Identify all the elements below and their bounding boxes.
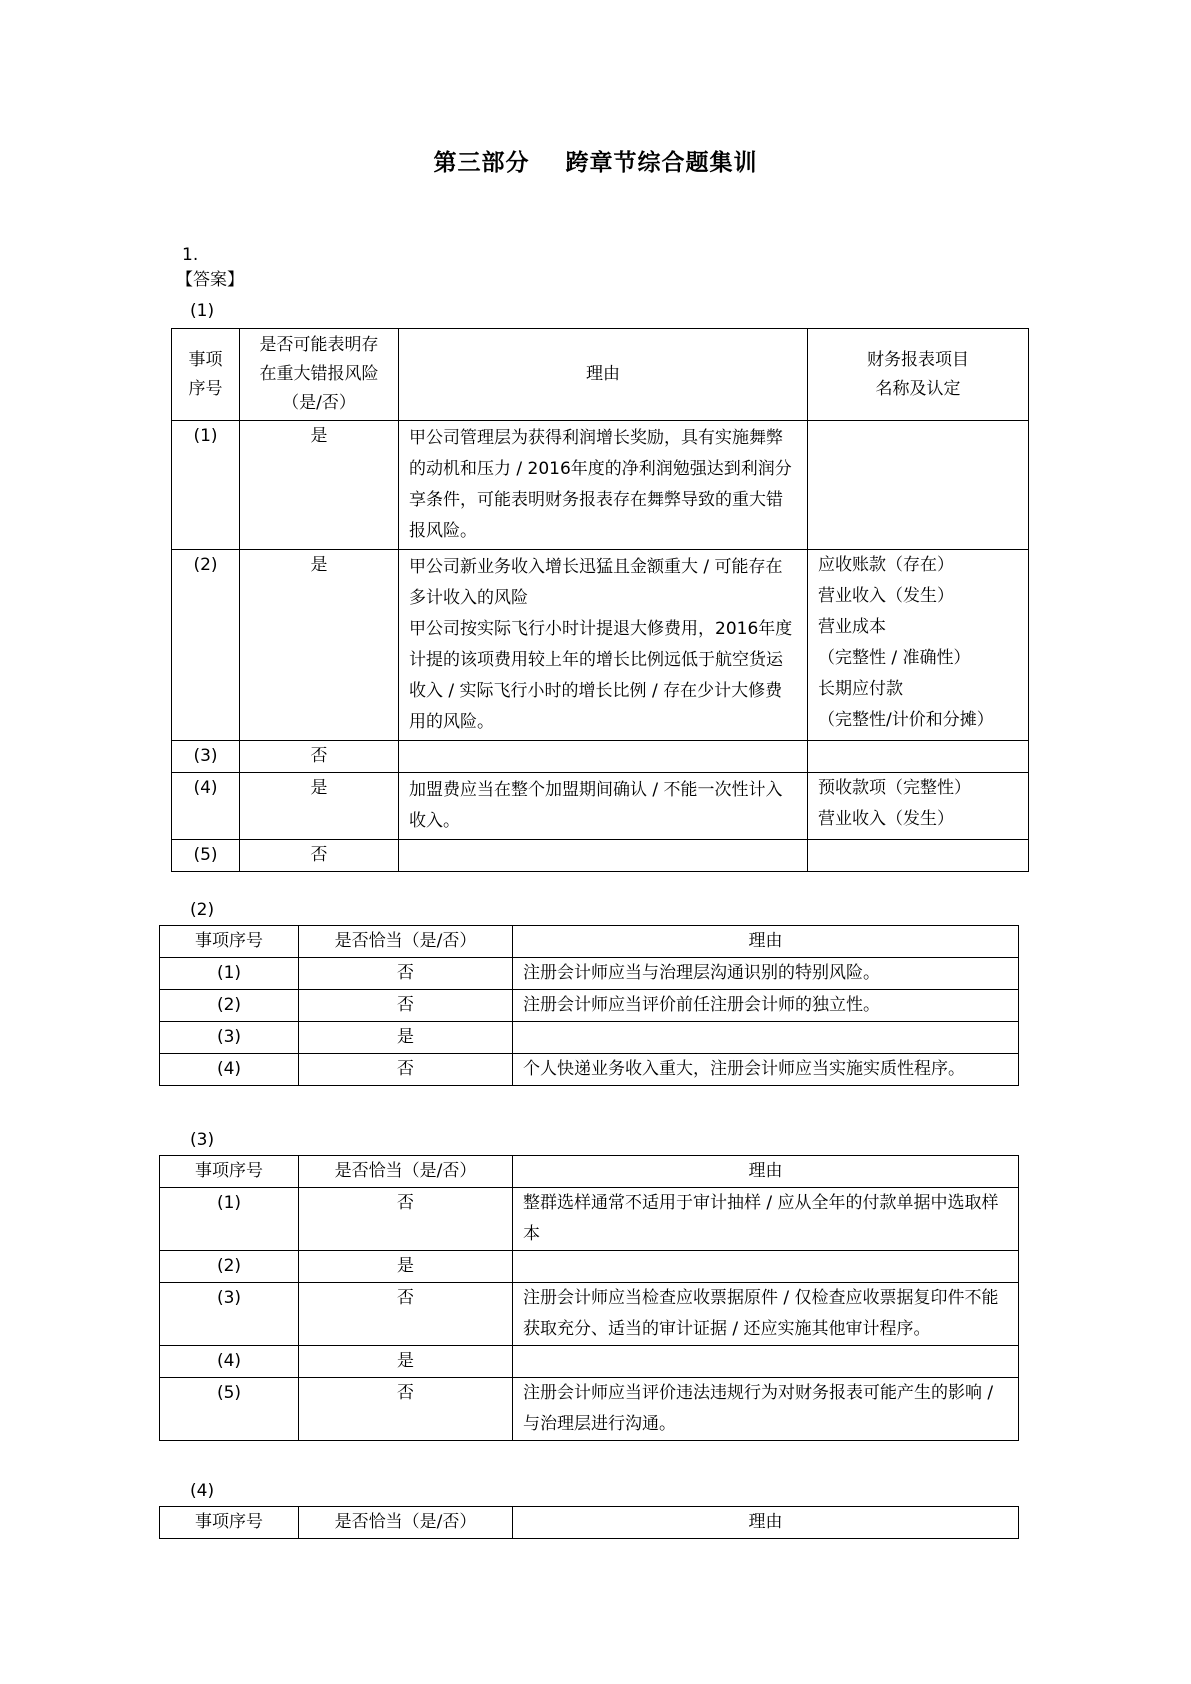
row-accounts <box>808 840 1029 872</box>
row-reason: 整群选样通常不适用于审计抽样 / 应从全年的付款单据中选取样本 <box>513 1188 1019 1251</box>
row-accounts: 应收账款（存在） 营业收入（发生） 营业成本 （完整性 / 准确性） 长期应付款 （完整性/计价和分摊） <box>808 550 1029 741</box>
risk-table <box>171 328 1029 872</box>
row-no: (5) <box>172 840 240 872</box>
row-answer: 是 <box>240 550 399 741</box>
section2-label: (2) <box>190 900 215 920</box>
row-no: (2) <box>172 550 240 741</box>
title-name: 跨章节综合题集训 <box>565 150 758 176</box>
row-no: (2) <box>160 990 299 1022</box>
question-number: 1. <box>182 245 199 265</box>
table-row <box>160 1346 1019 1378</box>
header-appropriate: 是否恰当（是/否） <box>299 1507 513 1539</box>
procedure-table-3 <box>159 1155 1019 1441</box>
row-no: (5) <box>160 1378 299 1441</box>
table-row <box>160 990 1019 1022</box>
title-part: 第三部分 <box>433 150 530 176</box>
row-reason <box>513 1346 1019 1378</box>
row-no: (4) <box>160 1054 299 1086</box>
header-reason: 理由 <box>513 1507 1019 1539</box>
row-reason <box>513 1251 1019 1283</box>
header-risk: 是否可能表明存 在重大错报风险 （是/否） <box>240 329 399 421</box>
table-row <box>172 550 1029 741</box>
table-row <box>172 741 1029 773</box>
row-no: (1) <box>160 958 299 990</box>
row-answer: 否 <box>299 1378 513 1441</box>
row-no: (3) <box>172 741 240 773</box>
header-reason: 理由 <box>513 1156 1019 1188</box>
row-answer: 是 <box>299 1346 513 1378</box>
row-no: (4) <box>160 1346 299 1378</box>
section3-label: (3) <box>190 1130 215 1150</box>
row-reason: 甲公司新业务收入增长迅猛且金额重大 / 可能存在多计收入的风险 甲公司按实际飞行小时计提退大修费用，2016年度计提的该项费用较上年的增长比例远低于航空货运收入 / 实际飞行小时的增长比例 / 存在少计大修费用的风险。 <box>399 550 808 741</box>
header-appropriate: 是否恰当（是/否） <box>299 926 513 958</box>
table-row <box>172 421 1029 550</box>
row-reason <box>399 741 808 773</box>
row-answer: 否 <box>240 741 399 773</box>
procedure-table-2 <box>159 925 1019 1086</box>
section4-label: (4) <box>190 1481 215 1501</box>
section1-label: (1) <box>190 301 215 321</box>
table-header-row <box>160 1156 1019 1188</box>
row-accounts <box>808 741 1029 773</box>
row-reason: 注册会计师应当评价违法违规行为对财务报表可能产生的影响 / 与治理层进行沟通。 <box>513 1378 1019 1441</box>
table-row <box>160 958 1019 990</box>
row-reason: 注册会计师应当与治理层沟通识别的特别风险。 <box>513 958 1019 990</box>
row-no: (3) <box>160 1283 299 1346</box>
row-reason: 个人快递业务收入重大，注册会计师应当实施实质性程序。 <box>513 1054 1019 1086</box>
table-header-row <box>160 926 1019 958</box>
row-answer: 是 <box>299 1251 513 1283</box>
table-row <box>160 1283 1019 1346</box>
row-reason: 注册会计师应当评价前任注册会计师的独立性。 <box>513 990 1019 1022</box>
row-no: (2) <box>160 1251 299 1283</box>
row-no: (1) <box>160 1188 299 1251</box>
row-no: (3) <box>160 1022 299 1054</box>
row-accounts: 预收款项（完整性） 营业收入（发生） <box>808 773 1029 840</box>
table-row <box>172 773 1029 840</box>
row-no: (4) <box>172 773 240 840</box>
header-appropriate: 是否恰当（是/否） <box>299 1156 513 1188</box>
table-row <box>172 840 1029 872</box>
row-accounts <box>808 421 1029 550</box>
table-row <box>160 1054 1019 1086</box>
table-row <box>160 1378 1019 1441</box>
row-answer: 是 <box>299 1022 513 1054</box>
header-item-no: 事项 序号 <box>172 329 240 421</box>
row-answer: 否 <box>299 1283 513 1346</box>
row-answer: 是 <box>240 421 399 550</box>
header-item-no: 事项序号 <box>160 1507 299 1539</box>
procedure-table-4 <box>159 1506 1019 1539</box>
row-answer: 是 <box>240 773 399 840</box>
answer-label: 【答案】 <box>176 270 244 290</box>
row-reason: 注册会计师应当检查应收票据原件 / 仅检查应收票据复印件不能获取充分、适当的审计证据 / 还应实施其他审计程序。 <box>513 1283 1019 1346</box>
row-reason <box>399 840 808 872</box>
table-row <box>160 1022 1019 1054</box>
row-reason: 甲公司管理层为获得利润增长奖励，具有实施舞弊的动机和压力 / 2016年度的净利润勉强达到利润分享条件，可能表明财务报表存在舞弊导致的重大错报风险。 <box>399 421 808 550</box>
table-header-row <box>172 329 1029 421</box>
row-answer: 否 <box>299 1054 513 1086</box>
page-title <box>0 144 1191 177</box>
table-row <box>160 1188 1019 1251</box>
row-answer: 否 <box>299 958 513 990</box>
table-header-row <box>160 1507 1019 1539</box>
row-reason <box>513 1022 1019 1054</box>
header-item-no: 事项序号 <box>160 926 299 958</box>
header-reason: 理由 <box>399 329 808 421</box>
header-reason: 理由 <box>513 926 1019 958</box>
header-item-no: 事项序号 <box>160 1156 299 1188</box>
row-answer: 否 <box>240 840 399 872</box>
row-no: (1) <box>172 421 240 550</box>
header-accounts: 财务报表项目 名称及认定 <box>808 329 1029 421</box>
table-row <box>160 1251 1019 1283</box>
row-reason: 加盟费应当在整个加盟期间确认 / 不能一次性计入收入。 <box>399 773 808 840</box>
row-answer: 否 <box>299 990 513 1022</box>
row-answer: 否 <box>299 1188 513 1251</box>
